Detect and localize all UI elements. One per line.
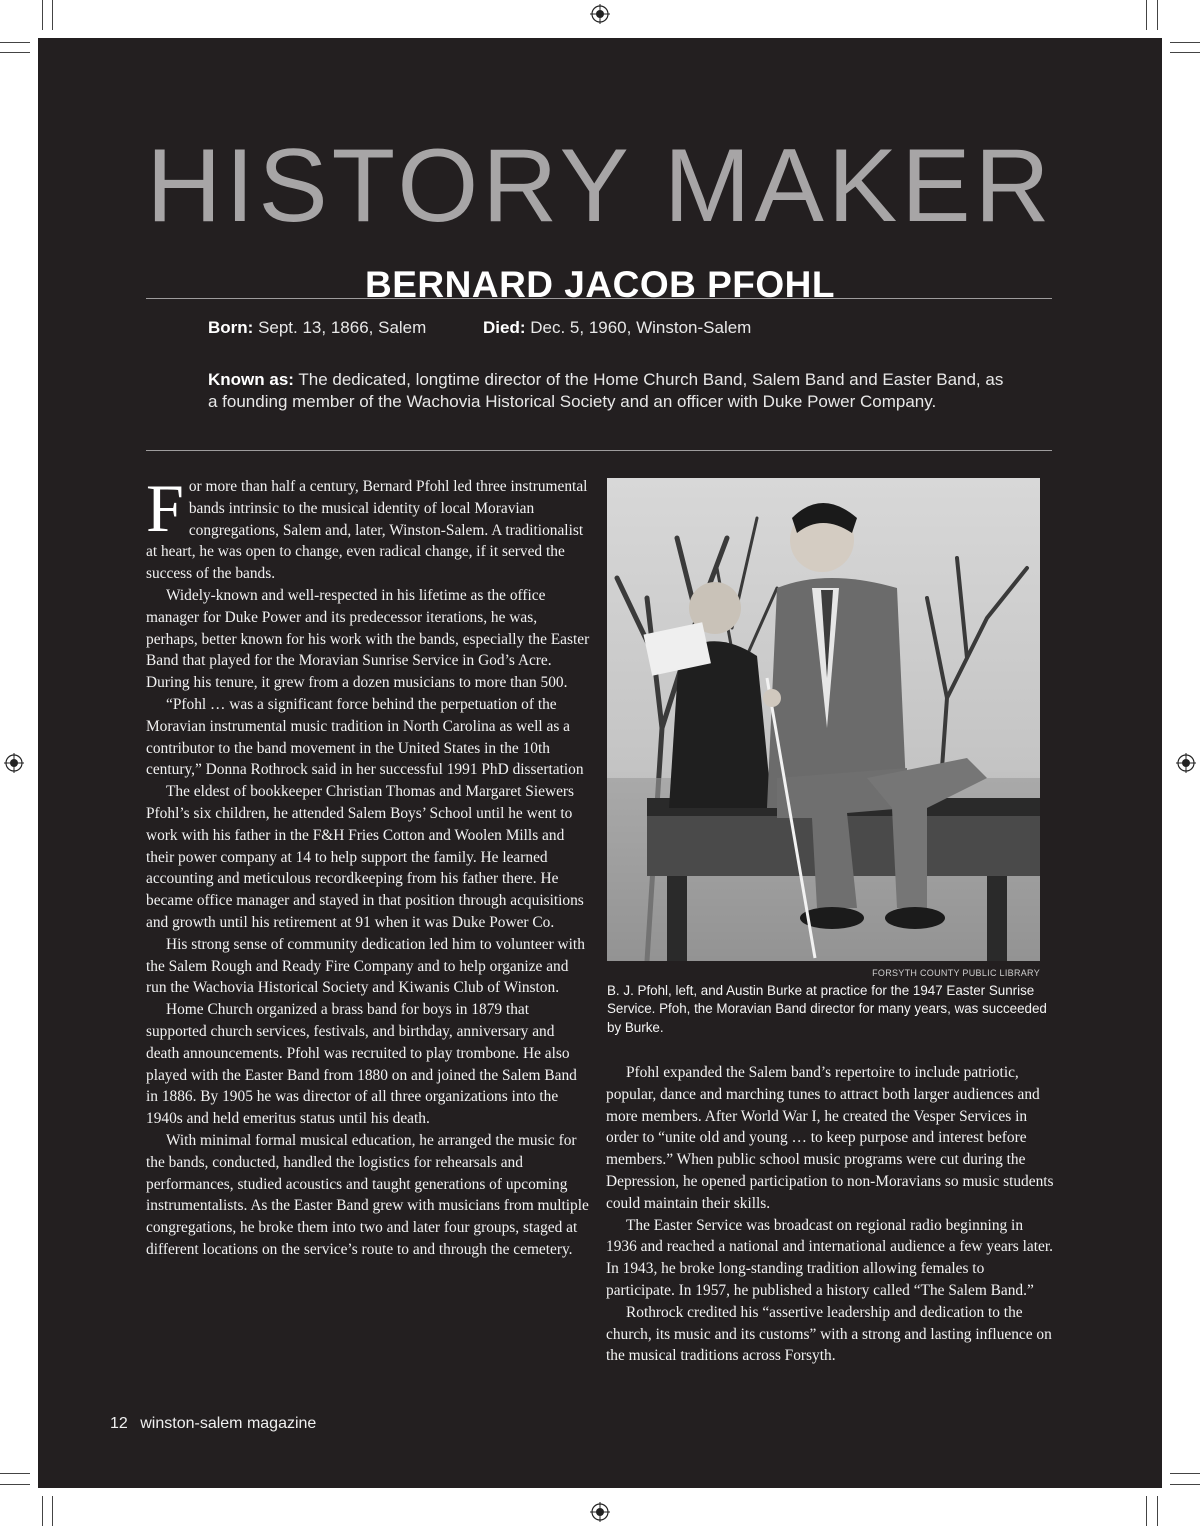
crop-mark: [1157, 1496, 1158, 1526]
born-value: Sept. 13, 1866, Salem: [258, 318, 427, 337]
page-title: HISTORY MAKER: [146, 128, 1054, 244]
divider: [146, 450, 1052, 451]
died-fact: [483, 317, 751, 339]
crop-mark: [0, 42, 30, 43]
registration-mark-icon: [1176, 753, 1196, 773]
magazine-name: winston-salem magazine: [140, 1415, 317, 1432]
known-as-fact: [208, 369, 1008, 413]
died-value: Dec. 5, 1960, Winston-Salem: [530, 318, 752, 337]
photo-credit: FORSYTH COUNTY PUBLIC LIBRARY: [872, 968, 1040, 978]
crop-mark: [1170, 1473, 1200, 1474]
crop-mark: [1170, 52, 1200, 53]
known-as-value: The dedicated, longtime director of the Home Church Band, Salem Band and Easter Band, as a founding member of the Wachovia Historical Society and an officer with Duke Power Company.: [208, 370, 1004, 411]
page-footer: [110, 1415, 316, 1433]
known-as-label: Known as:: [208, 370, 294, 389]
crop-mark: [1170, 42, 1200, 43]
paragraph-text: or more than half a century, Bernard Pfohl led three instrumental bands intrinsic to the musical identity of local Moravian congregations, Salem and, later, Winston-Salem. A traditionalist at heart, he was open to change, even radical change, if it served the success of the bands.: [146, 478, 588, 583]
crop-mark: [1146, 1496, 1147, 1526]
crop-mark: [1146, 0, 1147, 30]
crop-mark: [42, 0, 43, 30]
article-paragraph: Widely-known and well-respected in his lifetime as the office manager for Duke Power and its predecessor iterations, he was, perhaps, better known for his work with the bands, especially the Easter Band that played for the Moravian Sunrise Service in God’s Acre. During his tenure, it grew from a dozen musicians to more than 500.: [146, 586, 590, 692]
registration-mark-icon: [590, 4, 610, 24]
article-column-right: [606, 1062, 1054, 1367]
photo-caption: B. J. Pfohl, left, and Austin Burke at practice for the 1947 Easter Sunrise Service. Pfoh, the Moravian Band director for many years, was succeeded by Burke.: [607, 983, 1047, 1035]
page-number: 12: [110, 1415, 128, 1432]
registration-mark-icon: [590, 1502, 610, 1522]
crop-mark: [0, 52, 30, 53]
crop-mark: [1170, 1484, 1200, 1485]
crop-mark: [42, 1496, 43, 1526]
crop-mark: [52, 1496, 53, 1526]
article-paragraph: With minimal formal musical education, he arranged the music for the bands, conducted, handled the logistics for rehearsals and performances, studied acoustics and taught generations of upcoming instrumentalists. As the Easter Band grew with musicians from multiple congregations, he broke them into two and later four groups, staged at different locations on the service’s route to and through the cemetery.: [146, 1131, 589, 1258]
registration-mark-icon: [4, 753, 24, 773]
subject-name: BERNARD JACOB PFOHL: [365, 264, 835, 305]
crop-mark: [0, 1484, 30, 1485]
article-paragraph: “Pfohl … was a significant force behind the perpetuation of the Moravian instrumental music tradition in North Carolina as well as a contributor to the band movement in the United States in the 10th century,” Donna Rothrock said in her successful 1991 PhD dissertation: [146, 695, 584, 779]
historical-photo: [607, 478, 1040, 961]
born-fact: [208, 317, 426, 339]
crop-mark: [1157, 0, 1158, 30]
article-column-left: [146, 470, 591, 1261]
article-paragraph: Home Church organized a brass band for boys in 1879 that supported church services, festivals, and birthday, anniversary and death announcements. Pfohl was recruited to play trombone. He also played with the Easter Band from 1880 on and joined the Salem Band in 1886. By 1905 he was director of all three organizations into the 1940s and held emeritus status until his death.: [146, 1001, 577, 1128]
crop-mark: [52, 0, 53, 30]
died-label: Died:: [483, 318, 526, 337]
crop-mark: [0, 1473, 30, 1474]
magazine-page: [38, 38, 1162, 1488]
article-paragraph: Pfohl expanded the Salem band’s repertoire to include patriotic, popular, dance and marching tunes to attract both larger audiences and more members. After World War I, he created the Vesper Services in order to “unite old and young … to keep purpose and interest before members.” When public school music programs were cut during the Depression, he opened participation to non-Moravians so music students could maintain their skills.: [606, 1064, 1054, 1212]
born-label: Born:: [208, 318, 254, 337]
article-paragraph: The Easter Service was broadcast on regional radio beginning in 1936 and reached a national and international audience a few years later. In 1943, he broke long-standing tradition allowing females to participate. In 1957, he published a history called “The Salem Band.”: [606, 1216, 1053, 1299]
article-paragraph: His strong sense of community dedication led him to volunteer with the Salem Rough and Ready Fire Company and to help organize and run the Wachovia Historical Society and Kiwanis Club of Winston.: [146, 935, 585, 997]
article-paragraph: [146, 470, 591, 585]
divider: [146, 298, 1052, 299]
article-paragraph: Rothrock credited his “assertive leadership and dedication to the church, its music and its customs” with a strong and lasting influence on the musical traditions across Forsyth.: [606, 1303, 1052, 1365]
article-paragraph: The eldest of bookkeeper Christian Thomas and Margaret Siewers Pfohl’s six children, he attended Salem Boys’ School until he went to work with his father in the F&H Fries Cotton and Woolen Mills and their power company at 14 to help support the family. He learned accounting and meticulous recordkeeping from his father there. He became office manager and stayed in that position through acquisitions and growth until his retirement at 91 when it was Duke Power Co.: [146, 783, 584, 931]
drop-cap: F: [146, 470, 184, 546]
